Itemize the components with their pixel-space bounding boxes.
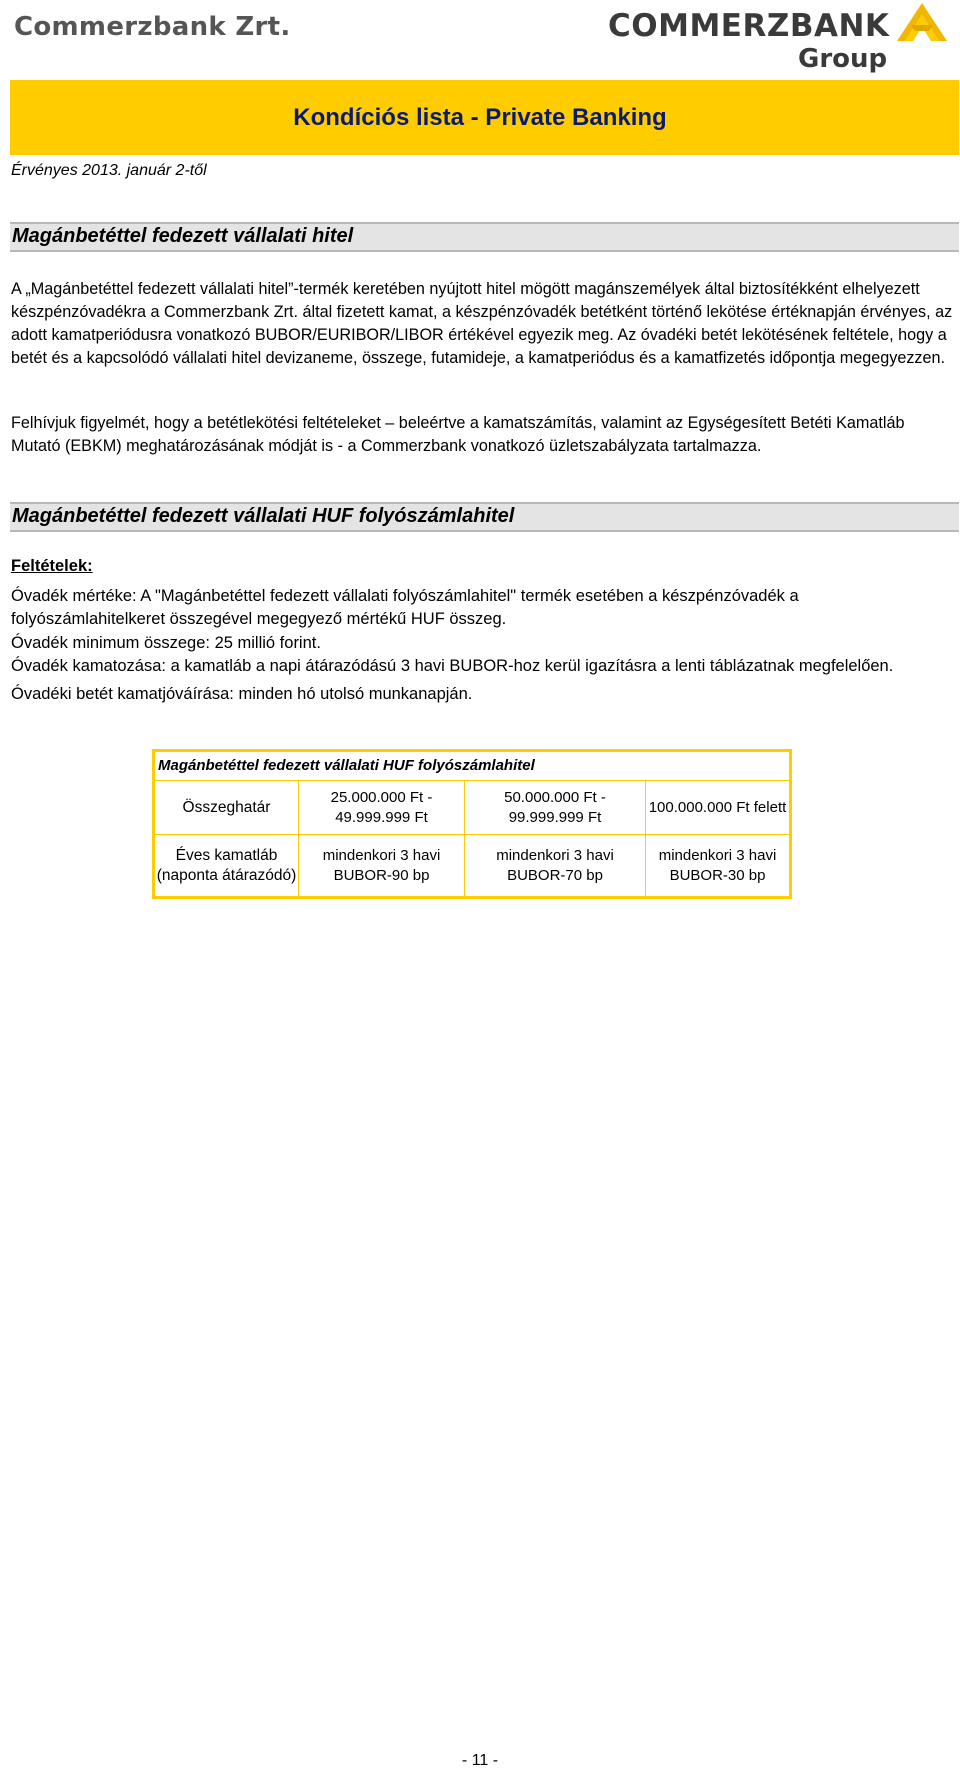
table-caption: Magánbetéttel fedezett vállalati HUF folyószámlahitel	[154, 751, 791, 781]
table-cell: 25.000.000 Ft - 49.999.999 Ft	[299, 781, 465, 835]
intro-paragraph: A „Magánbetéttel fedezett vállalati hitel”-termék keretében nyújtott hitel mögött magánszemélyek által biztosítékként elhelyezett készpénzóvadékra a Commerzbank Zrt. által fizetett kamat, a készpénzóvadék betétként történő lekötése értéknapján érvényes, az adott kamatperiódusra vonatkozó BUBOR/EURIBOR/LIBOR értékével egyezik meg. Az óvadéki betét lekötésének feltétele, hogy a betét és a kapcsolódó vállalati hitel devizaneme, összege, futamideje, a kamatperiódus és a kamatfizetés időpontja megegyezzen.	[11, 280, 953, 367]
section-title-corporate-loan: Magánbetéttel fedezett vállalati hitel	[12, 225, 354, 247]
notice-paragraph: Felhívjuk figyelmét, hogy a betétlekötési feltételeket – beleértve a kamatszámítás, valamint az Egységesített Betéti Kamatláb Mutató (EBKM) meghatározásának módját is - a Commerzbank vonatkozó üzletszabályzata tartalmazza.	[11, 414, 905, 455]
table-cell: Éves kamatláb (naponta átárazódó)	[154, 835, 299, 898]
conditions-block	[11, 555, 956, 706]
company-name: Commerzbank Zrt.	[14, 12, 291, 42]
condition-interest-credit: Óvadéki betét kamatjóváírása: minden hó utolsó munkanapján.	[11, 684, 473, 703]
section-title-overdraft: Magánbetéttel fedezett vállalati HUF folyószámlahitel	[12, 505, 515, 527]
table-cell: mindenkori 3 havi BUBOR-70 bp	[465, 835, 646, 898]
commerzbank-logo	[608, 0, 953, 80]
table-cell: 100.000.000 Ft felett	[646, 781, 791, 835]
conditions-label: Feltételek:	[11, 557, 93, 575]
table-cell: 50.000.000 Ft - 99.999.999 Ft	[465, 781, 646, 835]
logo-group-label: Group	[798, 44, 888, 74]
page-title: Kondíciós lista - Private Banking	[293, 104, 667, 131]
condition-interest: Óvadék kamatozása: a kamatláb a napi átárazódású 3 havi BUBOR-hoz kerül igazításra a lenti táblázatnak megfelelően.	[11, 657, 894, 675]
rate-table	[152, 749, 792, 899]
validity-date: Érvényes 2013. január 2-től	[11, 162, 207, 179]
table-cell: mindenkori 3 havi BUBOR-90 bp	[299, 835, 465, 898]
condition-minimum: Óvadék minimum összege: 25 millió forint.	[11, 633, 321, 652]
logo-wordmark: COMMERZBANK	[608, 8, 890, 44]
table-cell: Összeghatár	[154, 781, 299, 835]
condition-collateral-amount: Óvadék mértéke: A "Magánbetéttel fedezett vállalati folyószámlahitel" termék esetében a készpénzóvadék a folyószámlahitelkeret összegével megegyező mértékű HUF összeg.	[11, 586, 799, 628]
commerzbank-ribbon-icon	[895, 1, 949, 45]
table-cell: mindenkori 3 havi BUBOR-30 bp	[646, 835, 791, 898]
page-number: - 11 -	[461, 1752, 499, 1769]
